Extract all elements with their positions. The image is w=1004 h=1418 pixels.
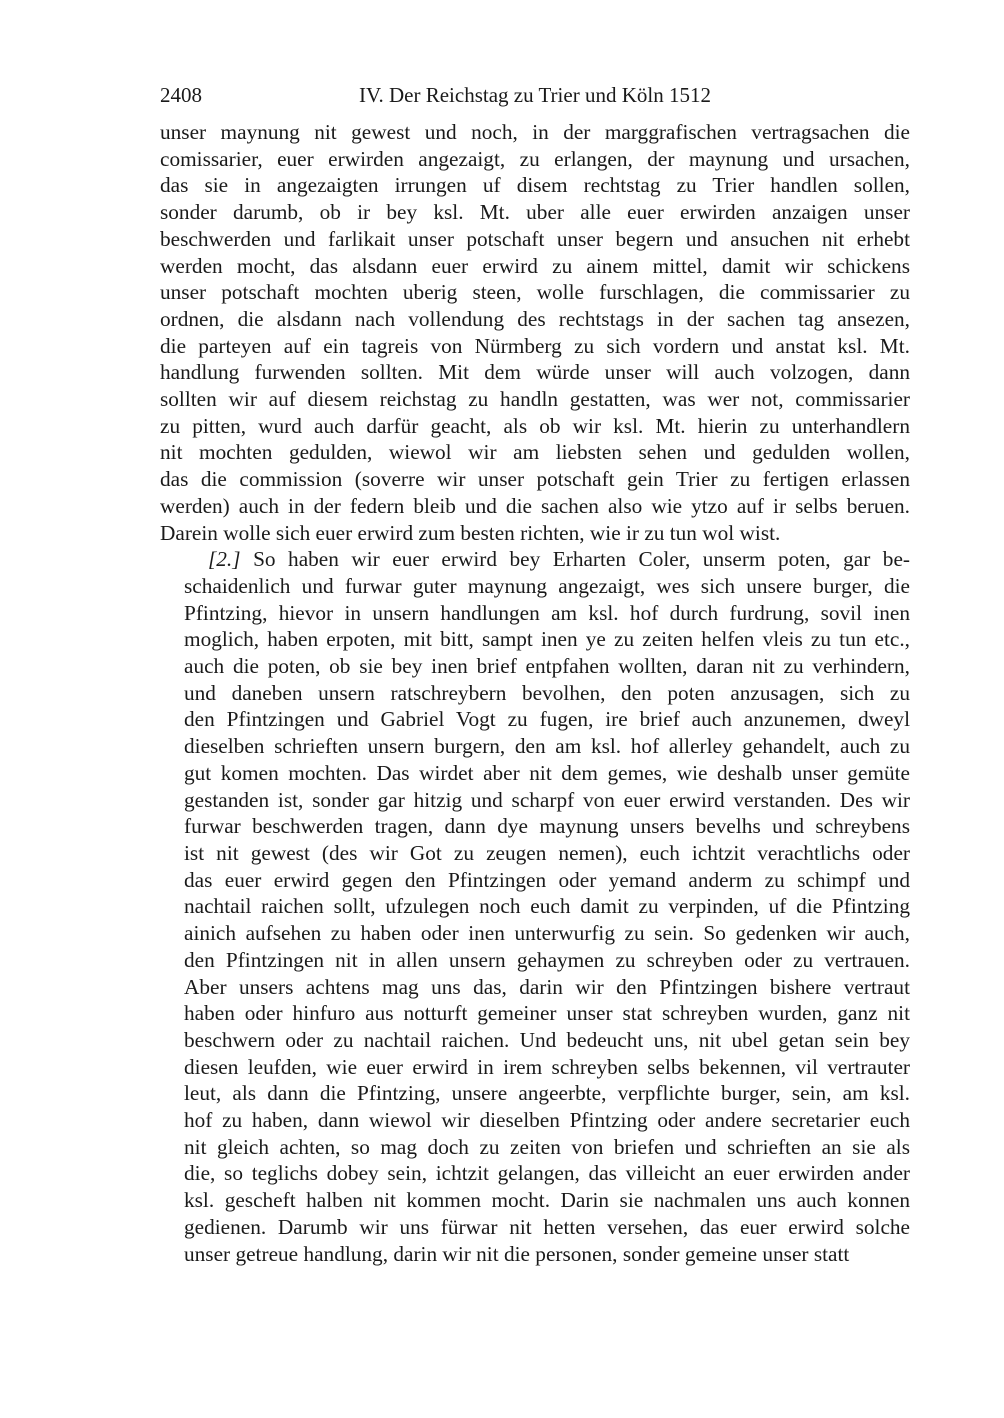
line-text: furwar beschwerden tragen, dann dye maynung unsers bevelhs und schreybens [184,814,910,839]
text-line [160,867,910,894]
line-text: ordnen, die alsdann nach vollendung des rechtstags in der sachen tag ansezen, [160,306,910,331]
text-line [160,333,910,360]
text-line [160,573,910,600]
text-line [160,840,910,867]
line-text: So haben wir euer erwird bey Erharten Coler, unserm poten, gar be- [253,547,911,572]
text-line [160,439,910,466]
line-text: das die commission (soverre wir unser potschaft gein Trier zu fertigen erlassen [160,467,910,492]
text-line [160,947,910,974]
line-text: leut, als dann die Pfintzing, unsere angeerbte, verpflichte burger, sein, am ksl. [184,1081,910,1106]
text-line [160,1134,910,1161]
text-line [160,974,910,1001]
line-text: nachtail raichen sollt, ufzulegen noch euch damit zu verpinden, uf die Pfintzing [184,894,910,919]
text-line [160,1187,910,1214]
line-text: beschwern oder zu nachtail raichen. Und bedeucht uns, nit ubel getan sein bey [184,1027,910,1052]
text-line [160,787,910,814]
text-line [160,920,910,947]
line-text: unser potschaft mochten uberig steen, wolle furschlagen, die commissarier zu [160,280,910,305]
text-line [160,226,910,253]
line-text: nit gleich achten, so mag doch zu zeiten von briefen und schrieften an sie als [184,1134,910,1159]
line-text: den Pfintzingen nit in allen unsern gehaymen zu schreyben oder zu vertrauen. [184,947,910,972]
line-text: beschwerden und farlikait unser potschaft unser begern und ansuchen nit erhebt [160,226,910,251]
page-header [160,80,910,110]
line-text: unser getreue handlung, darin wir nit die personen, sonder gemeine unser statt [184,1241,850,1266]
page-number: 2408 [160,83,202,107]
text-line [160,253,910,280]
line-text: diesen leufden, wie euer erwird in irem schreyben selbs bekennen, vil vertrauter [184,1054,910,1079]
text-line [160,680,910,707]
line-text: comissarier, euer erwirden angezaigt, zu erlangen, der maynung und ursachen, [160,146,910,171]
text-line [160,1054,910,1081]
section-marker: [2.] [208,547,241,572]
line-text: Darein wolle sich euer erwird zum besten richten, wie ir zu tun wol wist. [160,520,781,545]
line-text: schaidenlich und furwar guter maynung angezaigt, wes sich unsere burger, die [184,573,910,598]
line-text: zu pitten, wurd auch darfür geacht, als ob wir ksl. Mt. hierin zu unterhandlern [160,413,910,438]
text-line [160,413,910,440]
line-text: sollten wir auf diesem reichstag zu handln gestatten, was wer not, commissarier [160,387,910,412]
line-text: gut komen mochten. Das wirdet aber nit dem gemes, wie deshalb unser gemüte [184,760,910,785]
line-text: sonder darumb, ob ir bey ksl. Mt. uber alle euer erwirden anzaigen unser [160,200,910,225]
text-line [160,386,910,413]
text-line [160,653,910,680]
line-text: gestanden ist, sonder gar hitzig und scharpf von euer erwird verstanden. Des wir [184,787,910,812]
text-line [160,1241,910,1268]
text-line [160,1107,910,1134]
line-text: unser maynung nit gewest und noch, in der marggrafischen vertragsachen die [160,120,910,144]
line-text: nit mochten gedulden, wiewol wir am liebsten sehen und gedulden wollen, [160,440,910,465]
text-line [160,760,910,787]
line-text: hof zu haben, dann wiewol wir dieselben Pfintzing oder andere secretarier euch [184,1108,910,1133]
line-text: das sie in angezaigten irrungen uf disem rechtstag zu Trier handlen sollen, [160,173,910,198]
line-text: haben oder hinfuro aus notturft gemeiner unser stat schreyben wurden, ganz nit [184,1001,910,1026]
text-line [160,1027,910,1054]
text-line [160,359,910,386]
line-text: ist nit gewest (des wir Got zu zeugen nemen), euch ichtzit verachtlichs oder [184,840,910,865]
text-line [160,1000,910,1027]
text-line [160,279,910,306]
line-text: ksl. gescheft halben nit kommen mocht. Darin sie nachmalen uns auch konnen [184,1188,910,1213]
text-line [160,1160,910,1187]
line-text: werden mocht, das alsdann euer erwird zu ainem mittel, damit wir schickens [160,253,910,278]
running-title: IV. Der Reichstag zu Trier und Köln 1512 [359,83,711,107]
text-line [160,626,910,653]
text-line [160,146,910,173]
line-text: werden) auch in der federn bleib und die sachen also wie ytzo auf ir selbs beruen. [160,493,910,518]
line-text: auch die poten, ob sie bey inen brief entpfahen wollten, daran nit zu verhindern, [184,654,910,679]
line-text: ainich aufsehen zu haben oder inen unterwurfig zu sein. So gedenken wir auch, [184,921,910,946]
text-line [160,466,910,493]
line-text: den Pfintzingen und Gabriel Vogt zu fugen, ire brief auch anzunemen, dweyl [184,707,910,732]
paragraph-2 [160,546,910,1267]
body-text [160,119,910,1267]
text-line [160,306,910,333]
line-text: und daneben unsern ratschreybern bevolhen, den poten anzusagen, sich zu [184,680,910,705]
text-line [160,1080,910,1107]
text-line [160,600,910,627]
text-line [160,119,910,146]
text-line [160,893,910,920]
line-text: Aber unsers achtens mag uns das, darin wir den Pfintzingen bishere vertraut [184,974,910,999]
text-line [160,706,910,733]
paragraph-1 [160,119,910,546]
text-line [160,520,910,547]
text-line [160,1214,910,1241]
line-text: gedienen. Darumb wir uns fürwar nit hetten versehen, das euer erwird solche [184,1214,910,1239]
line-text: handlung furwenden sollten. Mit dem würde unser will auch volzogen, dann [160,360,910,385]
line-text: moglich, haben erpoten, mit bitt, sampt inen ye zu zeiten helfen vleis zu tun etc., [184,627,910,652]
line-text: das euer erwird gegen den Pfintzingen oder yemand anderm zu schimpf und [184,867,910,892]
text-line [160,733,910,760]
text-line [160,813,910,840]
line-text: die, so teglichs dobey sein, ichtzit gelangen, das villeicht an euer erwirden ander [184,1161,910,1186]
text-line [160,199,910,226]
text-line [160,493,910,520]
text-line [160,172,910,199]
line-text: dieselben schrieften unsern burgern, den am ksl. hof allerley gehandelt, auch zu [184,734,910,759]
line-text: die parteyen auf ein tagreis von Nürmberg zu sich vordern und anstat ksl. Mt. [160,333,910,358]
text-line [160,546,910,573]
line-text: Pfintzing, hievor in unsern handlungen am ksl. hof durch furdrung, sovil inen [184,600,910,625]
